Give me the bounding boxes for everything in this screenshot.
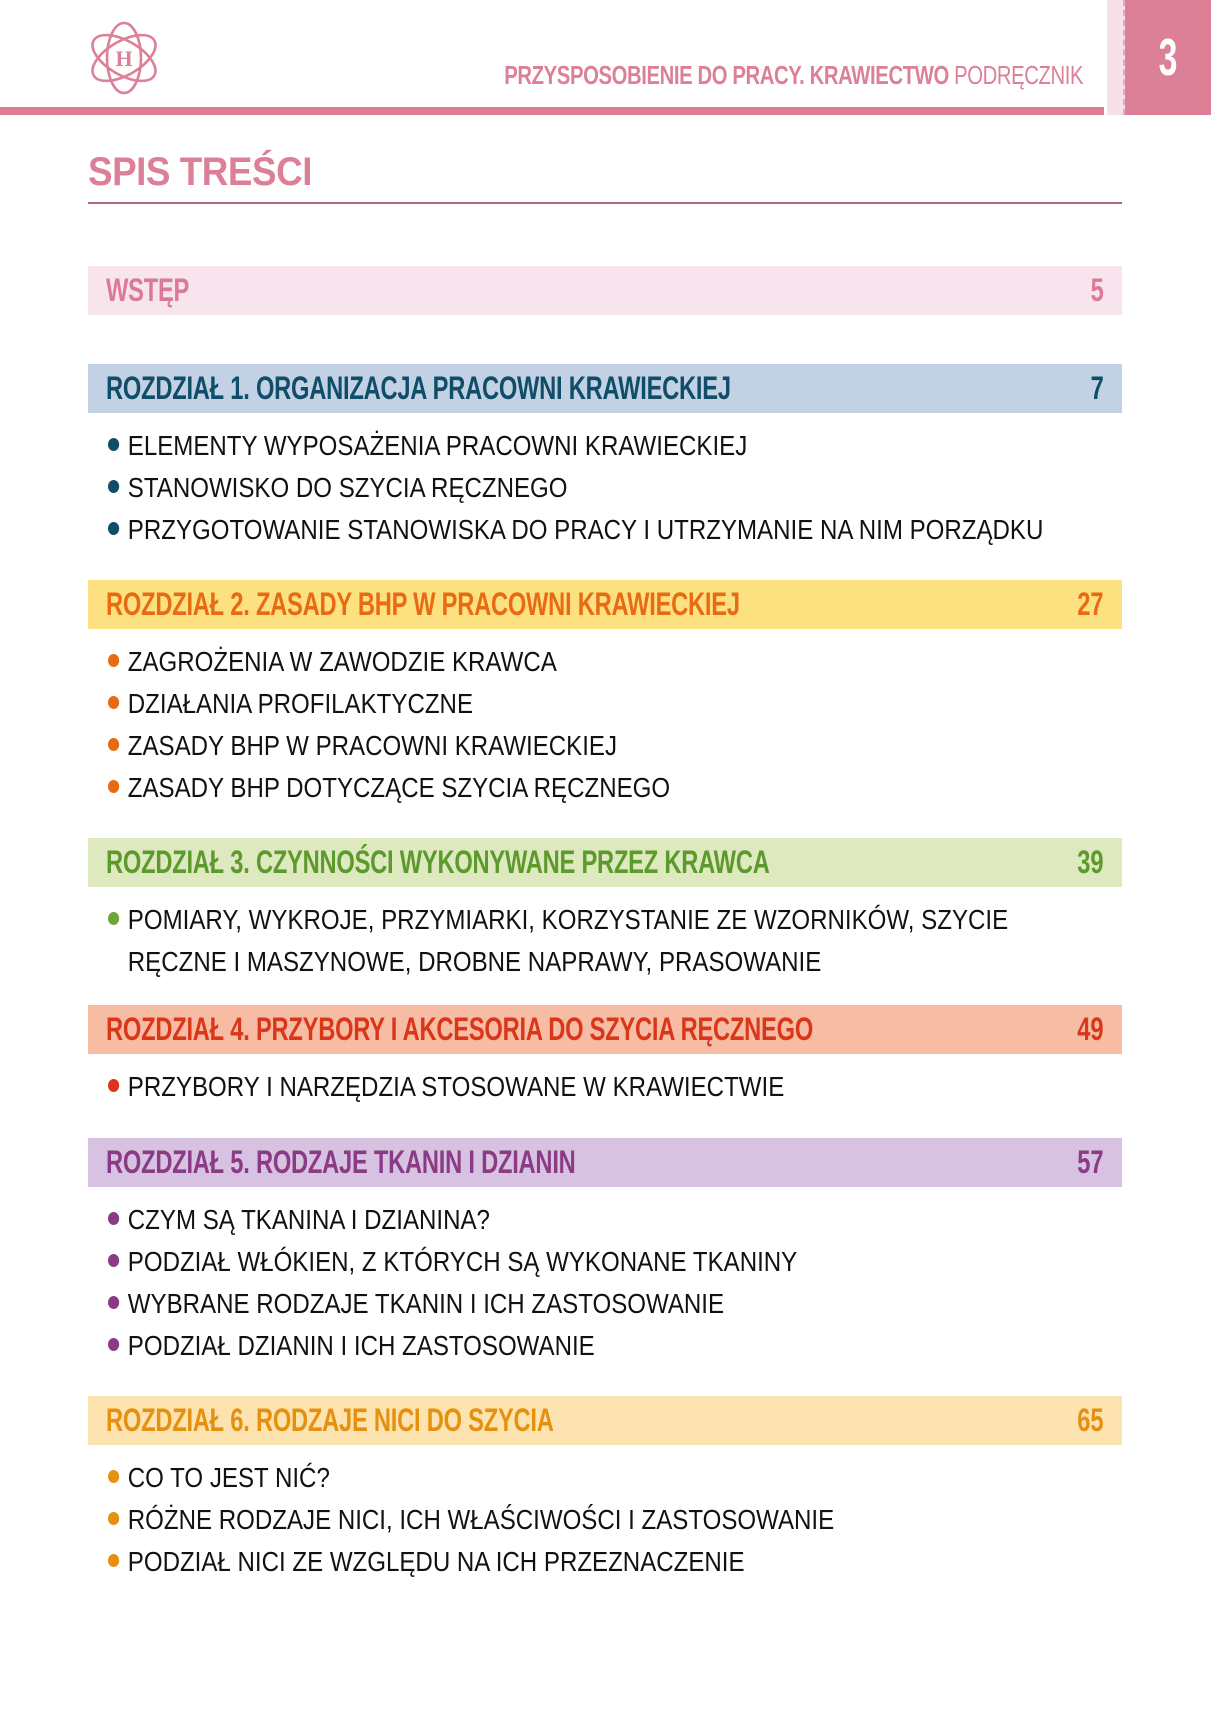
list-item-text: WYBRANE RODZAJE TKANIN I ICH ZASTOSOWANIE	[127, 1288, 725, 1319]
toc-chapter-4[interactable]	[88, 1005, 1122, 1054]
page-number: 3	[1158, 29, 1178, 87]
running-header-title: PRZYSPOSOBIENIE DO PRACY. KRAWIECTWO	[504, 60, 949, 90]
toc-title-rule	[88, 202, 1122, 204]
chapter-page: 27	[1077, 586, 1104, 622]
logo-letter: H	[115, 46, 133, 71]
running-header-subtitle: PODRĘCZNIK	[953, 60, 1083, 90]
list-item	[108, 641, 557, 683]
list-item	[108, 725, 617, 767]
list-item	[108, 1325, 595, 1367]
chapter-page: 39	[1077, 844, 1104, 880]
list-item	[108, 1283, 724, 1325]
bullet-icon	[108, 654, 119, 667]
toc-chapter-5[interactable]	[88, 1138, 1122, 1187]
list-item-text: PODZIAŁ NICI ZE WZGLĘDU NA ICH PRZEZNACZENIE	[127, 1546, 745, 1577]
list-item	[108, 1457, 330, 1499]
list-item	[108, 1241, 797, 1283]
list-item-text: POMIARY, WYKROJE, PRZYMIARKI, KORZYSTANIE ZE WZORNIKÓW, SZYCIE	[127, 904, 1009, 935]
chapter-page: 49	[1077, 1011, 1104, 1047]
list-item-text: ZASADY BHP DOTYCZĄCE SZYCIA RĘCZNEGO	[127, 772, 671, 803]
publisher-logo	[86, 20, 162, 96]
chapter-page: 65	[1077, 1402, 1104, 1438]
bullet-icon	[108, 780, 119, 793]
page-number-tab	[1125, 0, 1211, 115]
list-item-continuation	[108, 941, 821, 983]
chapter-title: ROZDZIAŁ 4. PRZYBORY I AKCESORIA DO SZYCIA RĘCZNEGO	[106, 1011, 814, 1047]
list-item	[108, 767, 670, 809]
list-item-text: ELEMENTY WYPOSAŻENIA PRACOWNI KRAWIECKIEJ	[127, 430, 748, 461]
chapter-page: 57	[1077, 1144, 1104, 1180]
list-item	[108, 467, 568, 509]
bullet-icon	[108, 696, 119, 709]
bullet-icon	[108, 1338, 119, 1351]
header-rule	[0, 107, 1104, 115]
list-item-text: PRZYGOTOWANIE STANOWISKA DO PRACY I UTRZYMANIE NA NIM PORZĄDKU	[127, 514, 1044, 545]
chapter-title: ROZDZIAŁ 2. ZASADY BHP W PRACOWNI KRAWIECKIEJ	[106, 586, 740, 622]
list-item-text: PODZIAŁ WŁÓKIEN, Z KTÓRYCH SĄ WYKONANE TKANINY	[127, 1246, 798, 1277]
toc-entry-label: WSTĘP	[106, 272, 190, 308]
list-item-text: ZASADY BHP W PRACOWNI KRAWIECKIEJ	[127, 730, 618, 761]
chapter-title: ROZDZIAŁ 3. CZYNNOŚCI WYKONYWANE PRZEZ KRAWCA	[106, 844, 770, 880]
toc-chapter-2[interactable]	[88, 580, 1122, 629]
list-item	[108, 1541, 745, 1583]
toc-chapter-3[interactable]	[88, 838, 1122, 887]
toc-entry-page: 5	[1090, 272, 1104, 308]
running-header	[504, 60, 1083, 91]
toc-entry-intro[interactable]	[88, 266, 1122, 315]
bullet-icon	[108, 480, 119, 493]
list-item-text: CZYM SĄ TKANINA I DZIANINA?	[127, 1204, 490, 1235]
chapter-title: ROZDZIAŁ 5. RODZAJE TKANIN I DZIANIN	[106, 1144, 576, 1180]
bullet-icon	[108, 1212, 119, 1225]
bullet-icon	[108, 522, 119, 535]
bullet-icon	[108, 438, 119, 451]
toc-chapter-6[interactable]	[88, 1396, 1122, 1445]
list-item	[108, 1199, 490, 1241]
list-item-text: RÓŻNE RODZAJE NICI, ICH WŁAŚCIWOŚCI I ZASTOSOWANIE	[127, 1504, 835, 1535]
bullet-icon	[108, 738, 119, 751]
bullet-icon	[108, 1554, 119, 1567]
list-item-text: PODZIAŁ DZIANIN I ICH ZASTOSOWANIE	[127, 1330, 595, 1361]
toc-title: SPIS TREŚCI	[88, 150, 312, 194]
chapter-title: ROZDZIAŁ 6. RODZAJE NICI DO SZYCIA	[106, 1402, 554, 1438]
list-item-text: STANOWISKO DO SZYCIA RĘCZNEGO	[127, 472, 568, 503]
list-item-text: ZAGROŻENIA W ZAWODZIE KRAWCA	[127, 646, 557, 677]
stitch-strip	[1107, 0, 1125, 115]
bullet-icon	[108, 1296, 119, 1309]
list-item	[108, 1066, 784, 1108]
list-item	[108, 683, 473, 725]
bullet-icon	[108, 912, 119, 925]
toc-chapter-1[interactable]	[88, 364, 1122, 413]
list-item-text: RĘCZNE I MASZYNOWE, DROBNE NAPRAWY, PRASOWANIE	[127, 946, 822, 977]
list-item	[108, 425, 747, 467]
list-item-text: PRZYBORY I NARZĘDZIA STOSOWANE W KRAWIECTWIE	[127, 1071, 785, 1102]
bullet-icon	[108, 1079, 119, 1092]
bullet-icon	[108, 1470, 119, 1483]
list-item	[108, 899, 1008, 941]
list-item-text: DZIAŁANIA PROFILAKTYCZNE	[127, 688, 474, 719]
list-item-text: CO TO JEST NIĆ?	[127, 1462, 330, 1493]
bullet-icon	[108, 1512, 119, 1525]
list-item	[108, 509, 1043, 551]
bullet-icon	[108, 1254, 119, 1267]
list-item	[108, 1499, 834, 1541]
chapter-title: ROZDZIAŁ 1. ORGANIZACJA PRACOWNI KRAWIECKIEJ	[106, 370, 731, 406]
chapter-page: 7	[1090, 370, 1104, 406]
